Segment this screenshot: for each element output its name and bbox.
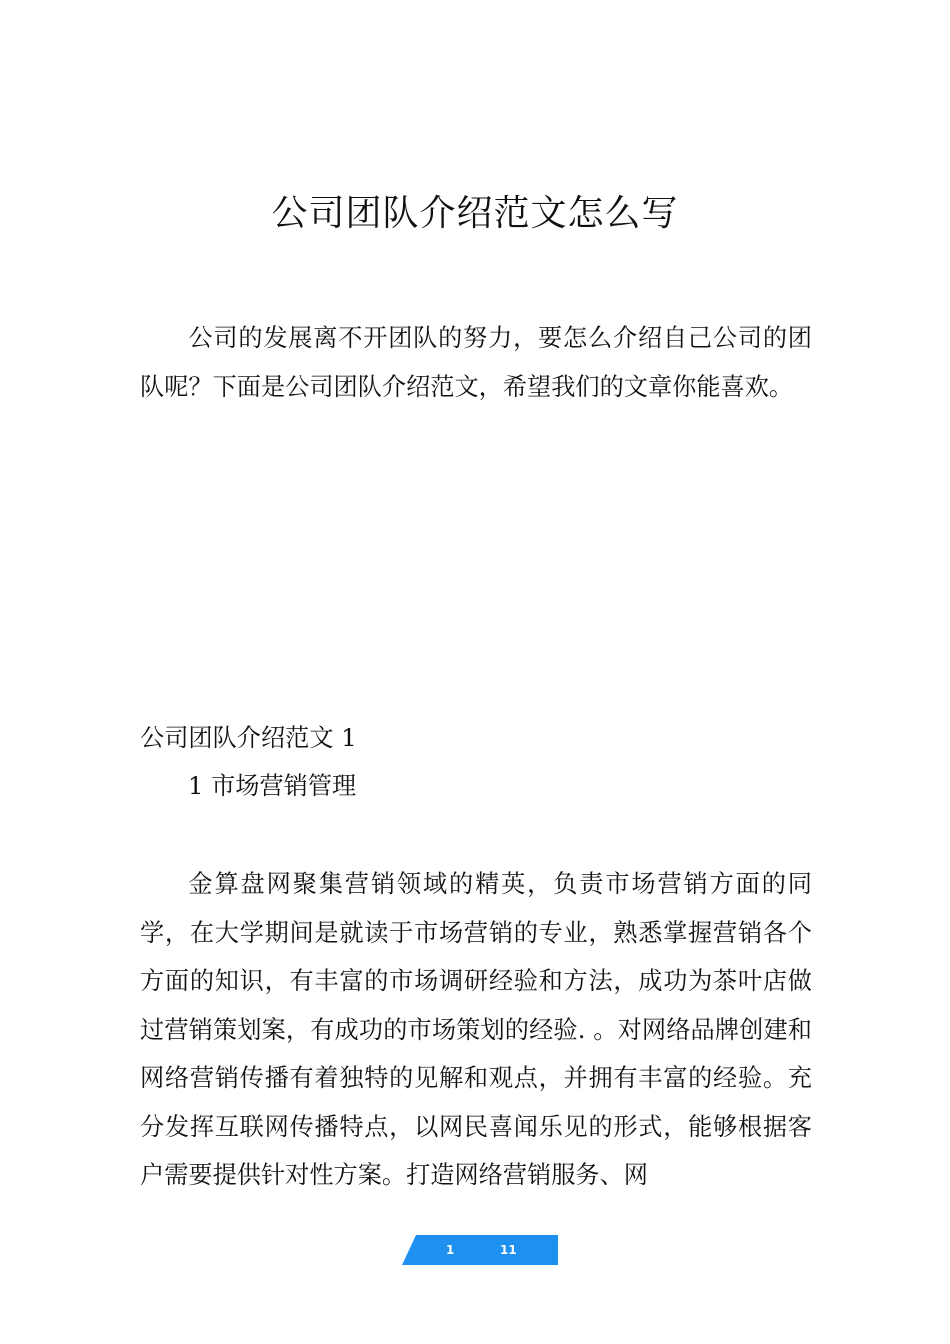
sub-heading: 1 市场营销管理	[188, 772, 357, 800]
page-badge-shape	[402, 1235, 558, 1265]
document-title: 公司团队介绍范文怎么写	[271, 193, 679, 234]
body-paragraph: 金算盘网聚集营销领域的精英，负责市场营销方面的同学，在大学期间是就读于市场营销的专业，熟悉掌握营销各个方面的知识，有丰富的市场调研经验和方法，成功为茶叶店做过营销策划案，有成功的市场策划的经验. 。对网络品牌创建和网络营销传播有着独特的见解和观点，并拥有丰富的经验。充分发挥互联网传播特点，以网民喜闻乐见的形式，能够根据客户需要提供针对性方案。打造网络营销服务、网	[140, 870, 812, 1189]
page-number-badge	[402, 1235, 558, 1265]
section-heading: 公司团队介绍范文 1	[140, 724, 357, 752]
page-current-number: 1	[446, 1243, 455, 1257]
page-total-number: 11	[500, 1243, 517, 1257]
intro-paragraph: 公司的发展离不开团队的努力，要怎么介绍自己公司的团队呢？下面是公司团队介绍范文，希望我们的文章你能喜欢。	[140, 324, 812, 401]
